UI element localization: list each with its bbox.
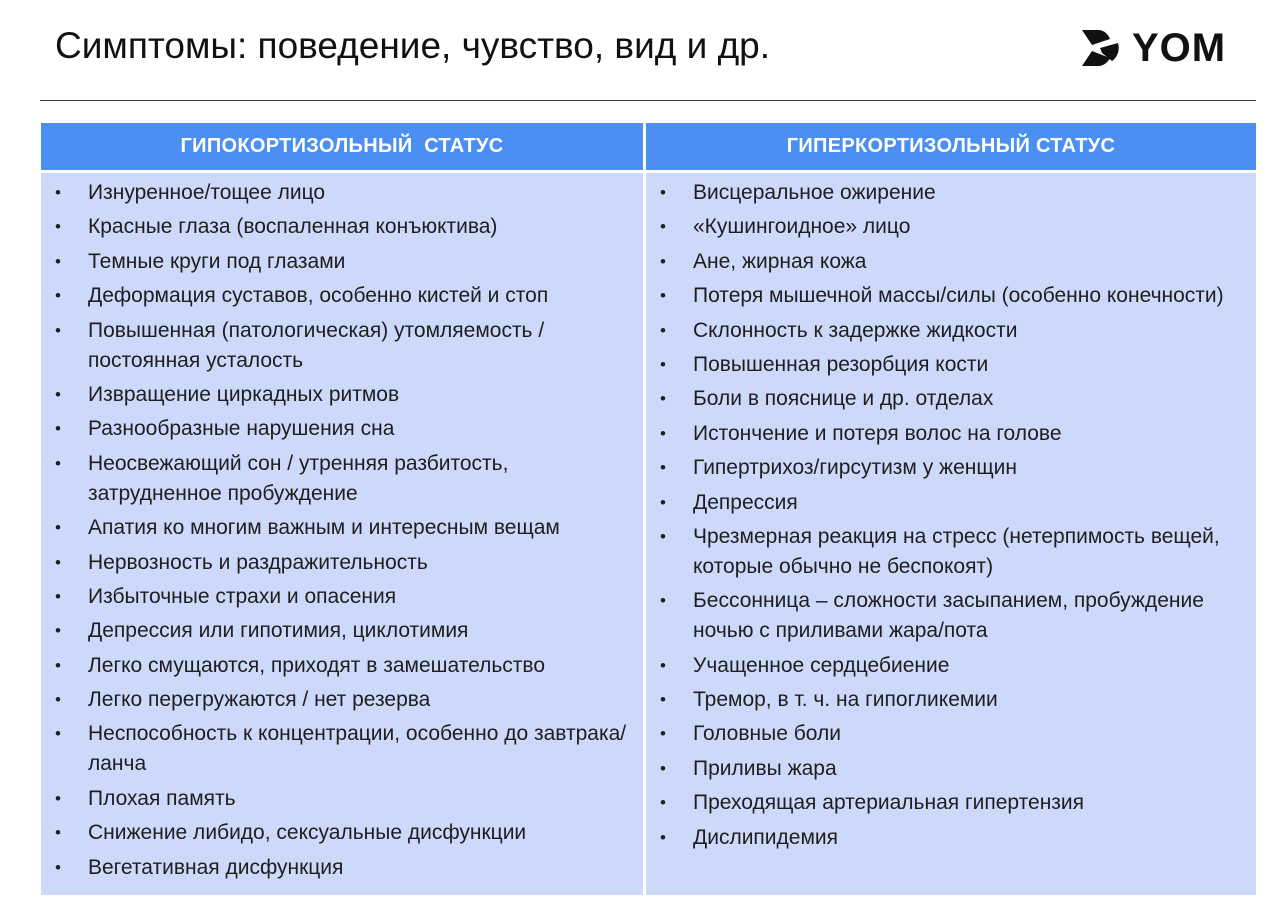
column-body (646, 173, 1256, 895)
symptom-text: Депрессия или гипотимия, циклотимия (88, 619, 469, 643)
column-header: ГИПЕРКОРТИЗОЛЬНЫЙ СТАТУС (646, 123, 1256, 170)
symptom-item (646, 316, 1256, 346)
symptom-text: Головные боли (693, 722, 841, 746)
symptom-text: Депрессия (693, 490, 798, 514)
symptom-item (41, 513, 643, 543)
bullet-icon: • (660, 827, 666, 847)
bullet-icon: • (55, 621, 61, 641)
symptom-text: Изнуренное/тощее лицо (88, 181, 326, 204)
symptom-text: Склонность к задержке жидкости (693, 318, 1018, 342)
symptom-text: Деформация суставов, особенно кистей и стоп (88, 284, 549, 308)
bullet-icon: • (660, 655, 666, 675)
bullet-icon: • (660, 217, 666, 237)
bullet-icon: • (660, 526, 666, 546)
bullet-icon: • (660, 793, 666, 813)
symptom-text: Боли в пояснице и др. отделах (693, 387, 994, 411)
bullet-icon: • (55, 183, 61, 202)
bullet-icon: • (55, 788, 61, 808)
bullet-icon: • (55, 586, 61, 606)
bullet-icon: • (660, 690, 666, 710)
bullet-icon: • (660, 320, 666, 340)
symptoms-table (41, 123, 1256, 895)
symptom-item (646, 212, 1256, 242)
symptom-item (646, 788, 1256, 818)
symptom-item (41, 582, 643, 612)
symptom-item (41, 316, 643, 376)
symptom-text: Потеря мышечной массы/силы (особенно конечности) (693, 284, 1224, 308)
symptom-text: Приливы жара (693, 756, 837, 780)
bullet-icon: • (55, 217, 61, 237)
bullet-icon: • (55, 384, 61, 404)
symptom-text: Легко смущаются, приходят в замешательство (88, 653, 545, 677)
symptom-item (41, 818, 643, 848)
bullet-icon: • (55, 857, 61, 877)
symptom-text: Повышенная резорбция кости (693, 352, 989, 376)
bullet-icon: • (660, 423, 666, 443)
symptom-text: Неспособность к концентрации, особенно до завтрака/ланча (88, 722, 627, 776)
symptom-item (646, 685, 1256, 715)
symptom-item (41, 853, 643, 883)
bullet-icon: • (660, 286, 666, 306)
symptom-text: Вегетативная дисфункция (88, 855, 344, 879)
symptom-text: Извращение циркадных ритмов (88, 382, 400, 406)
symptom-item (646, 281, 1256, 311)
bullet-icon: • (55, 419, 61, 439)
bullet-icon: • (660, 492, 666, 512)
symptom-text: «Кушингоидное» лицо (693, 215, 911, 239)
symptom-text: Гипертрихоз/гирсутизм у женщин (693, 456, 1017, 480)
logo (1078, 26, 1226, 70)
hypocortisol-column (41, 123, 643, 895)
symptom-text: Повышенная (патологическая) утомляемость / постоянная усталость (88, 318, 545, 372)
symptom-item (646, 384, 1256, 414)
symptom-item (646, 823, 1256, 853)
symptom-item (41, 380, 643, 410)
symptom-text: Неосвежающий сон / утренняя разбитость, затрудненное пробуждение (88, 451, 509, 505)
symptom-item (646, 453, 1256, 483)
symptom-text: Снижение либидо, сексуальные дисфункции (88, 821, 527, 845)
symptom-item (41, 616, 643, 646)
symptom-item (41, 685, 643, 715)
hypercortisol-column (646, 123, 1256, 895)
bullet-icon: • (660, 389, 666, 409)
bullet-icon: • (55, 251, 61, 271)
bullet-icon: • (660, 354, 666, 374)
bullet-icon: • (660, 183, 666, 202)
bullet-icon: • (55, 286, 61, 306)
symptom-text: Бессонница – сложности засыпанием, пробуждение ночью с приливами жара/пота (693, 589, 1204, 643)
bullet-icon: • (660, 591, 666, 611)
symptom-text: Висцеральное ожирение (693, 181, 936, 204)
bullet-icon: • (660, 458, 666, 478)
column-header: ГИПОКОРТИЗОЛЬНЫЙ СТАТУС (41, 123, 643, 170)
title-divider (40, 100, 1256, 101)
symptom-text: Учащенное сердцебиение (693, 653, 950, 677)
symptom-item (646, 651, 1256, 681)
symptom-item (41, 651, 643, 681)
symptom-text: Легко перегружаются / нет резерва (88, 688, 431, 712)
symptom-text: Апатия ко многим важным и интересным вещам (88, 516, 560, 540)
bullet-icon: • (55, 724, 61, 744)
symptom-text: Преходящая артериальная гипертензия (693, 791, 1085, 815)
symptom-text: Плохая память (88, 786, 236, 810)
symptom-text: Нервозность и раздражительность (88, 550, 428, 574)
symptom-item (646, 178, 1256, 208)
symptom-text: Избыточные страхи и опасения (88, 584, 397, 608)
symptom-text: Тремор, в т. ч. на гипогликемии (693, 688, 998, 712)
symptom-text: Дислипидемия (693, 825, 839, 849)
symptom-item (646, 247, 1256, 277)
bullet-icon: • (55, 453, 61, 473)
symptom-item (41, 247, 643, 277)
symptom-item (41, 784, 643, 814)
symptom-text: Чрезмерная реакция на стресс (нетерпимость вещей, которые обычно не беспокоят) (693, 524, 1220, 578)
symptom-item (41, 178, 643, 208)
bullet-icon: • (55, 320, 61, 340)
symptom-item (41, 212, 643, 242)
symptom-item (41, 719, 643, 779)
bullet-icon: • (55, 690, 61, 710)
symptom-text: Ане, жирная кожа (693, 249, 867, 273)
symptom-item (646, 719, 1256, 749)
symptom-item (41, 449, 643, 509)
symptom-text: Красные глаза (воспаленная конъюктива) (88, 215, 498, 239)
symptom-list (41, 178, 643, 883)
bullet-icon: • (55, 823, 61, 843)
symptom-item (646, 754, 1256, 784)
symptom-item (646, 350, 1256, 380)
symptom-text: Истончение и потеря волос на голове (693, 421, 1062, 445)
symptom-item (41, 414, 643, 444)
symptom-item (646, 522, 1256, 582)
symptom-text: Темные круги под глазами (88, 249, 346, 273)
symptom-item (646, 586, 1256, 646)
symptom-item (646, 488, 1256, 518)
bullet-icon: • (55, 552, 61, 572)
symptom-list (646, 178, 1256, 853)
bullet-icon: • (660, 251, 666, 271)
symptom-item (41, 281, 643, 311)
column-body (41, 173, 643, 895)
symptom-text: Разнообразные нарушения сна (88, 417, 395, 441)
page-title: Симптомы: поведение, чувство, вид и др. (55, 25, 771, 66)
logo-text: YOM (1132, 26, 1227, 70)
bullet-icon: • (55, 518, 61, 538)
symptom-item (646, 419, 1256, 449)
symptom-item (41, 548, 643, 578)
bullet-icon: • (55, 655, 61, 675)
bullet-icon: • (660, 724, 666, 744)
bullet-icon: • (660, 758, 666, 778)
yom-logo-icon (1078, 27, 1120, 69)
